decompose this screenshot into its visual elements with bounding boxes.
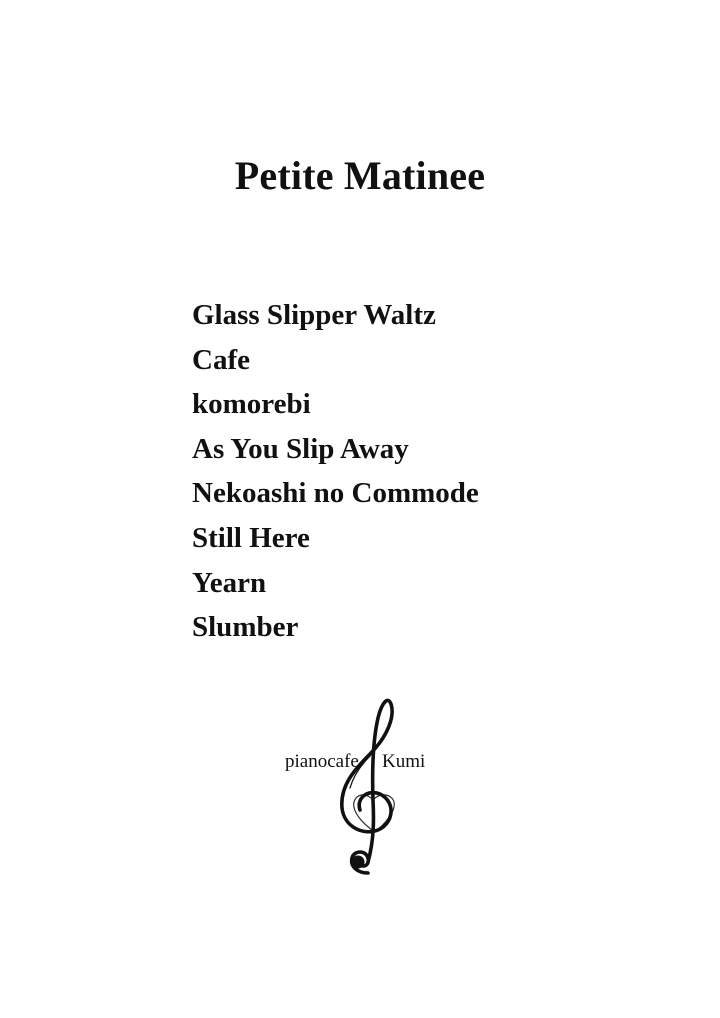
track-item: Still Here [192,521,310,554]
track-item: Yearn [192,566,267,599]
track-item: Glass Slipper Waltz [192,299,436,331]
track-item: As You Slip Away [192,432,409,465]
track-item: Slumber [192,611,299,644]
track-item: Cafe [192,343,250,376]
track-list [192,293,479,650]
page-title: Petite Matinee [234,153,486,198]
treble-clef-heart-icon [270,690,450,880]
logo-text-kumi: Kumi [382,751,426,772]
track-item: Nekoashi no Commode [192,477,479,510]
track-item: komorebi [192,388,311,421]
logo-text-pianocafe: pianocafe [285,751,359,772]
brand-logo [270,690,450,880]
